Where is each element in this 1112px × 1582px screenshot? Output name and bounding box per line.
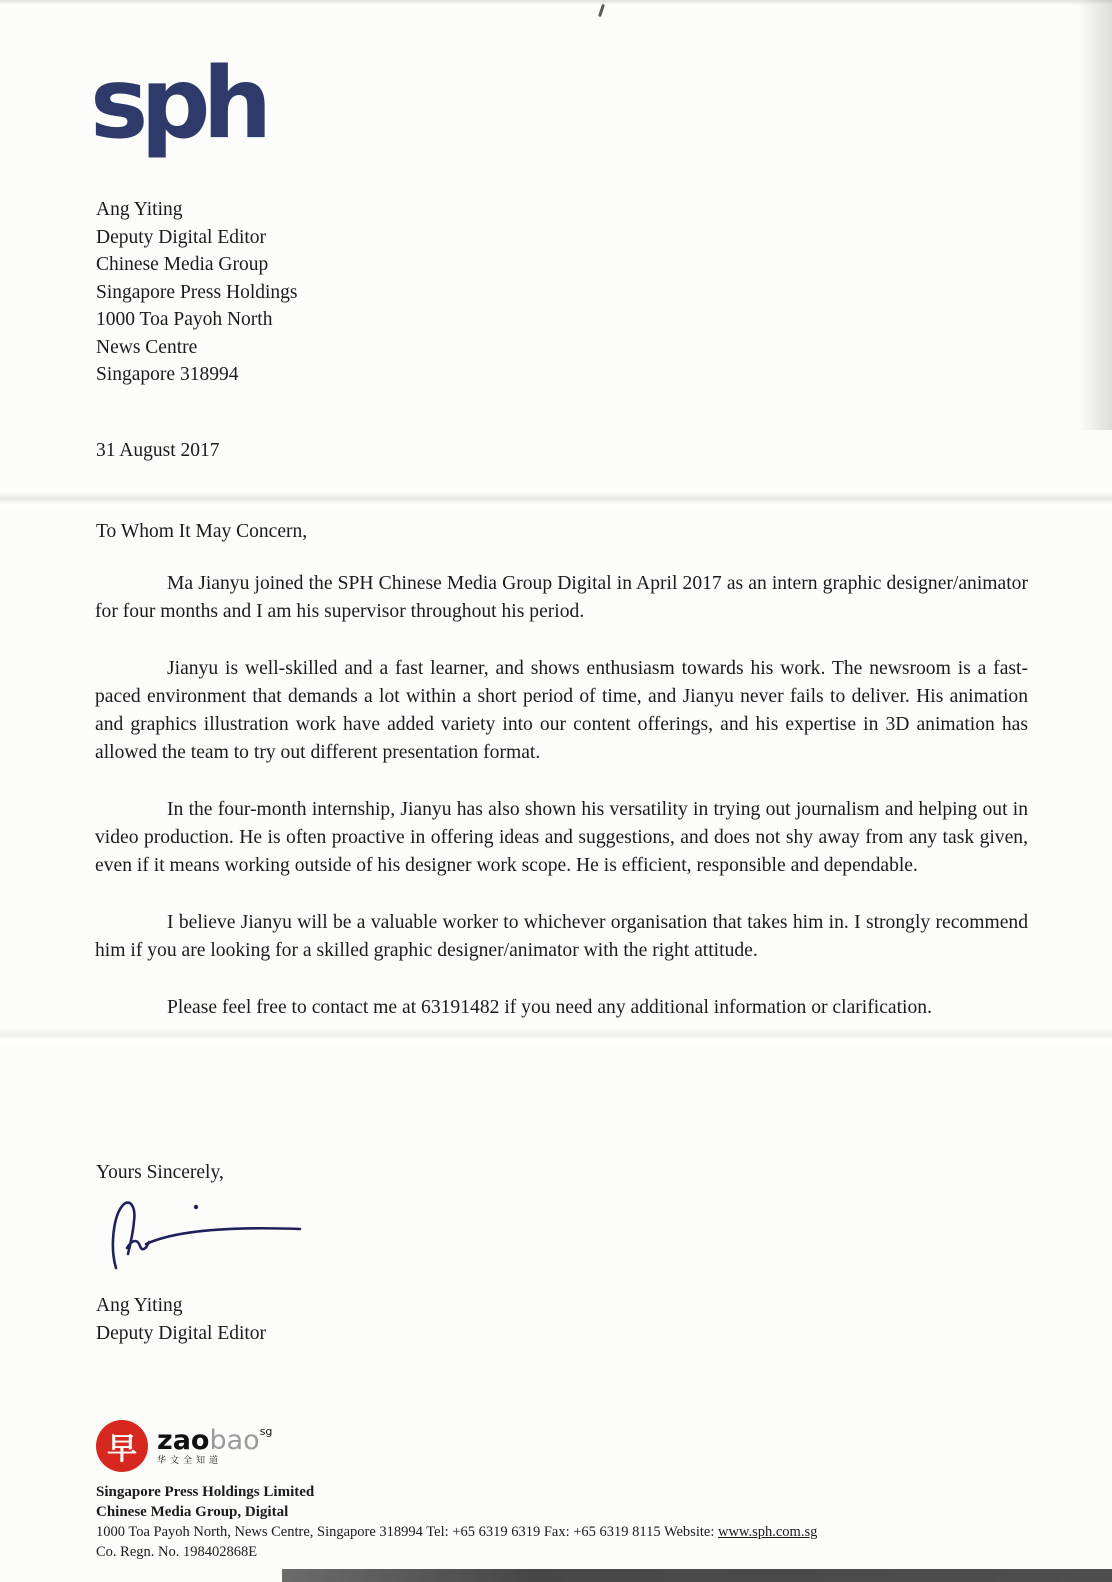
closing-phrase: Yours Sincerely, — [96, 1162, 224, 1183]
letter-date: 31 August 2017 — [96, 440, 220, 461]
paragraph-4: I believe Jianyu will be a valuable worker to whichever organisation that takes him in. I strongly recommend him if you are looking for a skilled graphic designer/animator with the right attitude. — [95, 912, 1028, 961]
recipient-street: 1000 Toa Payoh North — [96, 309, 273, 330]
zaobao-wordmark — [157, 1426, 272, 1466]
zaobao-tagline: 华文全知道 — [157, 1456, 223, 1466]
paragraph-5: Please feel free to contact me at 63191482 if you need any additional information or clarification. — [167, 997, 932, 1018]
recipient-company: Singapore Press Holdings — [96, 281, 298, 303]
scan-tick-mark — [598, 4, 605, 17]
recipient-department: Chinese Media Group — [96, 254, 269, 275]
sph-logo: sph — [90, 47, 265, 161]
footer-division: Chinese Media Group, Digital — [96, 1504, 289, 1520]
salutation: To Whom It May Concern, — [96, 521, 308, 542]
footer-website-link[interactable]: www.sph.com.sg — [717, 1524, 818, 1540]
zaobao-logo — [96, 1420, 1016, 1472]
recipient-title: Deputy Digital Editor — [96, 226, 267, 248]
footer-address-contact: 1000 Toa Payoh North, News Centre, Singapore 318994 Tel: +65 6319 6319 Fax: +65 6319 8115 Website: — [96, 1524, 718, 1540]
scan-fold-streak-lower — [0, 1028, 1112, 1046]
paragraph-3: In the four-month internship, Jianyu has also shown his versatility in trying out journalism and helping out in video production. He is often proactive in offering ideas and suggestions, and does not shy away from any task given, even if it means working outside of his designer work scope. He is efficient, responsible and dependable. — [95, 799, 1028, 876]
signer-block — [96, 1292, 266, 1348]
footer-company: Singapore Press Holdings Limited — [96, 1484, 315, 1500]
footer-contact-line — [96, 1522, 1016, 1542]
signer-title: Deputy Digital Editor — [96, 1323, 267, 1344]
scan-corner-shade — [1078, 0, 1112, 430]
footer-registration: Co. Regn. No. 198402868E — [96, 1544, 258, 1560]
scan-top-edge — [0, 0, 1112, 5]
signature-ink — [100, 1196, 320, 1276]
signer-name: Ang Yiting — [96, 1295, 183, 1316]
zaobao-wordmark-light: bao — [209, 1425, 260, 1456]
scan-bottom-strip — [282, 1569, 1112, 1582]
scan-fold-streak-upper — [0, 492, 1112, 512]
recipient-building: News Centre — [96, 336, 198, 358]
zaobao-wordmark-superscript: sg — [259, 1425, 273, 1438]
footer — [96, 1420, 1016, 1562]
recipient-name: Ang Yiting — [96, 199, 183, 220]
zaobao-wordmark-bold: zao — [157, 1425, 210, 1456]
letter-body — [95, 570, 1028, 1022]
paragraph-2: Jianyu is well-skilled and a fast learner, and shows enthusiasm towards his work. The newsroom is a fast-paced environment that demands a lot within a short period of time, and Jianyu never fails to deliver. His animation and graphics illustration work have added variety into our content offerings, and his expertise in 3D animation has allowed the team to try out different presentation format. — [95, 658, 1028, 763]
recipient-address-block — [96, 196, 298, 389]
paragraph-1: Ma Jianyu joined the SPH Chinese Media Group Digital in April 2017 as an intern graphic designer/animator for four months and I am his supervisor throughout his period. — [95, 573, 1028, 622]
zaobao-circle-icon: 早 — [96, 1420, 148, 1472]
recipient-postal: Singapore 318994 — [96, 364, 239, 385]
